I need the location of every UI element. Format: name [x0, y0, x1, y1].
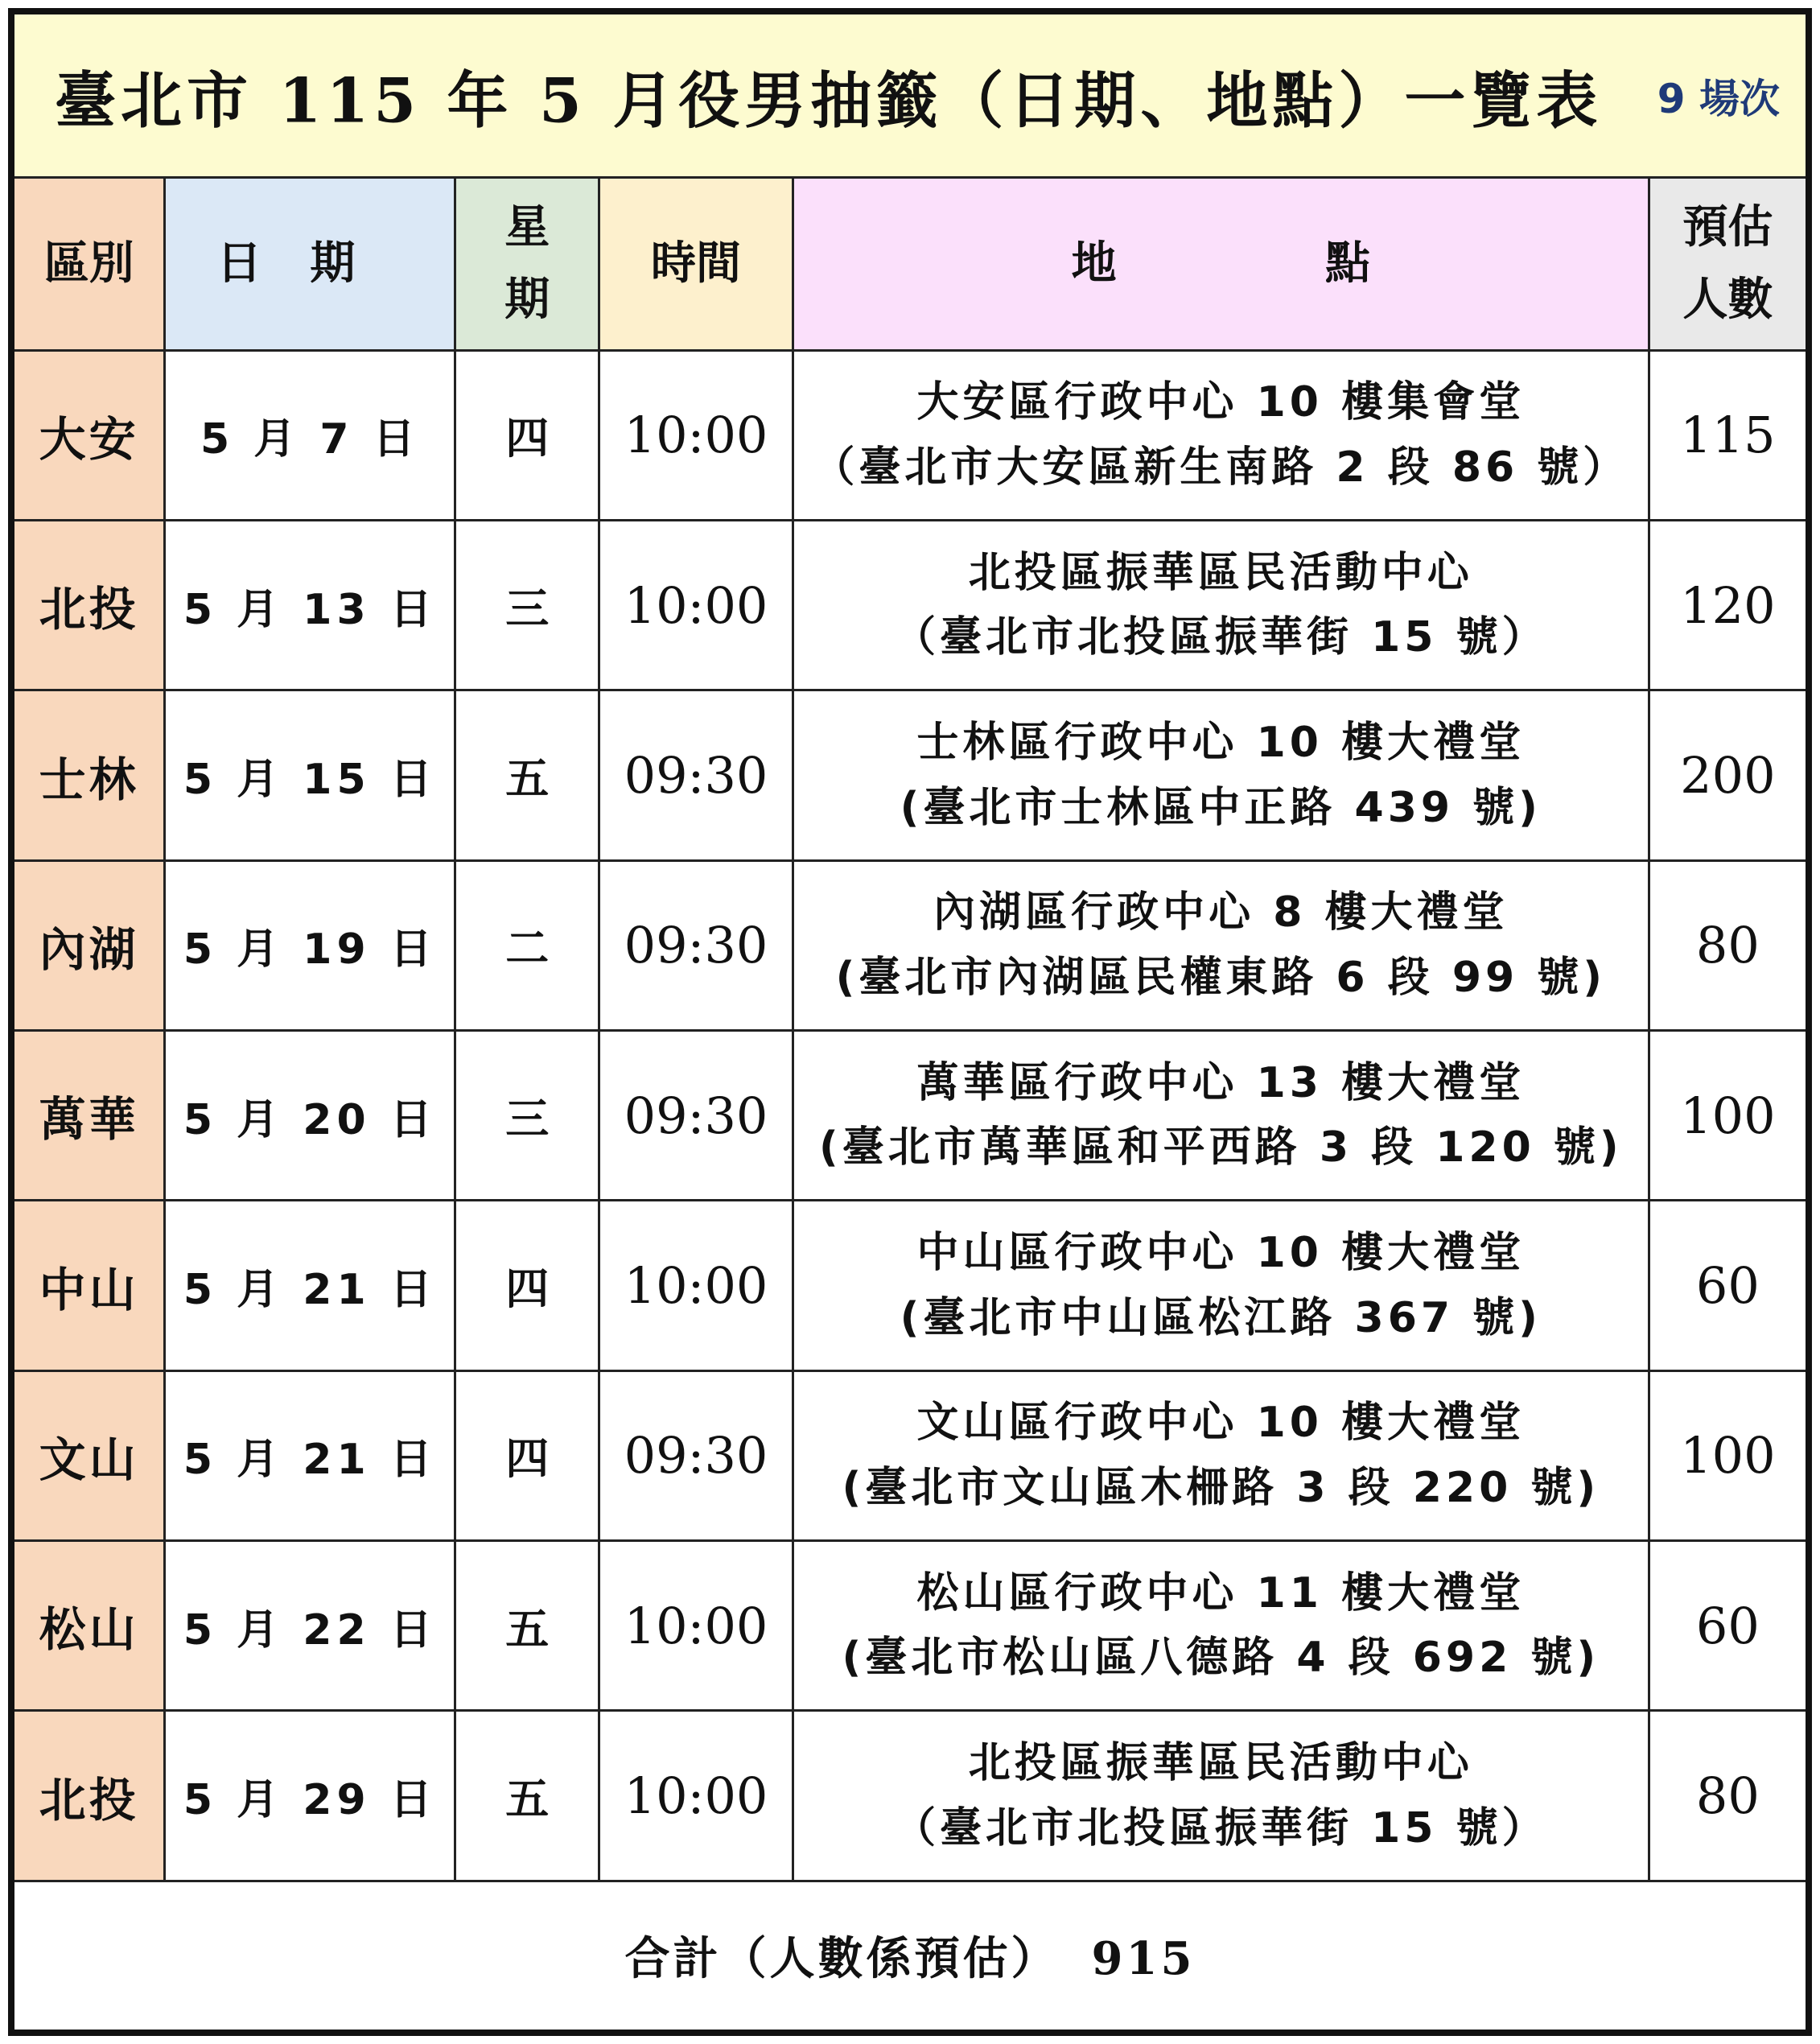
- location-cell: [793, 1370, 1649, 1540]
- venue-name: 士林區行政中心 10 樓大禮堂: [916, 718, 1526, 767]
- table-row: [11, 690, 1809, 860]
- date-cell: 5 月 21 日: [165, 1201, 455, 1370]
- district-cell: 文山: [11, 1370, 165, 1540]
- date-cell: 5 月 19 日: [165, 860, 455, 1030]
- count-cell: 60: [1649, 1201, 1809, 1370]
- total-row: [11, 1881, 1809, 2033]
- time-cell: 10:00: [599, 1541, 793, 1711]
- district-cell: 萬華: [11, 1031, 165, 1201]
- district-cell: 松山: [11, 1541, 165, 1711]
- date-cell: 5 月 13 日: [165, 521, 455, 690]
- count-cell: 200: [1649, 690, 1809, 860]
- schedule-table: [8, 8, 1812, 2036]
- count-cell: 60: [1649, 1541, 1809, 1711]
- venue-address: (臺北市文山區木柵路 3 段 220 號): [842, 1463, 1600, 1512]
- district-cell: 內湖: [11, 860, 165, 1030]
- count-cell: 120: [1649, 521, 1809, 690]
- header-date: 日期: [165, 178, 455, 350]
- weekday-cell: 五: [455, 1541, 599, 1711]
- header-district: 區別: [11, 178, 165, 350]
- venue-name: 北投區振華區民活動中心: [968, 1739, 1473, 1787]
- location-cell: [793, 1711, 1649, 1881]
- time-cell: 09:30: [599, 860, 793, 1030]
- weekday-cell: 五: [455, 690, 599, 860]
- count-cell: 80: [1649, 860, 1809, 1030]
- location-cell: [793, 350, 1649, 520]
- count-cell: 100: [1649, 1031, 1809, 1201]
- time-cell: 09:30: [599, 1031, 793, 1201]
- district-cell: 大安: [11, 350, 165, 520]
- venue-address: (臺北市士林區中正路 439 號): [900, 783, 1542, 832]
- header-weekday: 星 期: [455, 178, 599, 350]
- count-cell: 80: [1649, 1711, 1809, 1881]
- time-cell: 09:30: [599, 1370, 793, 1540]
- title-row: [11, 11, 1809, 178]
- table-row: [11, 350, 1809, 520]
- header-time: 時間: [599, 178, 793, 350]
- table-row: [11, 1711, 1809, 1881]
- count-cell: 100: [1649, 1370, 1809, 1540]
- district-cell: 士林: [11, 690, 165, 860]
- date-cell: 5 月 22 日: [165, 1541, 455, 1711]
- district-cell: 北投: [11, 1711, 165, 1881]
- venue-address: (臺北市萬華區和平西路 3 段 120 號): [818, 1123, 1623, 1172]
- table-row: [11, 1031, 1809, 1201]
- venue-name: 大安區行政中心 10 樓集會堂: [916, 378, 1526, 427]
- schedule-sheet: [8, 8, 1812, 2036]
- venue-name: 文山區行政中心 10 樓大禮堂: [916, 1399, 1526, 1448]
- location-cell: [793, 521, 1649, 690]
- total-cell: [11, 1881, 1809, 2033]
- venue-address: (臺北市松山區八德路 4 段 692 號): [842, 1634, 1600, 1683]
- venue-name: 北投區振華區民活動中心: [968, 548, 1473, 597]
- venue-address: （臺北市北投區振華街 15 號）: [894, 613, 1548, 662]
- venue-name: 萬華區行政中心 13 樓大禮堂: [916, 1058, 1526, 1107]
- title-cell: [11, 11, 1809, 178]
- table-row: [11, 1370, 1809, 1540]
- header-count: 預估 人數: [1649, 178, 1809, 350]
- page-title: 臺北市 115 年 5 月役男抽籤（日期、地點）一覽表: [55, 64, 1603, 137]
- date-cell: 5 月 15 日: [165, 690, 455, 860]
- weekday-cell: 五: [455, 1711, 599, 1881]
- venue-name: 中山區行政中心 10 樓大禮堂: [916, 1228, 1526, 1277]
- date-cell: 5 月 21 日: [165, 1370, 455, 1540]
- weekday-cell: 二: [455, 860, 599, 1030]
- table-row: [11, 860, 1809, 1030]
- location-cell: [793, 860, 1649, 1030]
- date-cell: 5 月 20 日: [165, 1031, 455, 1201]
- weekday-cell: 四: [455, 1201, 599, 1370]
- location-cell: [793, 1201, 1649, 1370]
- venue-address: （臺北市大安區新生南路 2 段 86 號）: [813, 443, 1629, 492]
- venue-address: (臺北市中山區松江路 367 號): [900, 1293, 1542, 1342]
- location-cell: [793, 1031, 1649, 1201]
- district-cell: 北投: [11, 521, 165, 690]
- table-row: [11, 1541, 1809, 1711]
- location-cell: [793, 690, 1649, 860]
- session-count: 9 場次: [1657, 75, 1780, 122]
- time-cell: 09:30: [599, 690, 793, 860]
- header-location: 地 點: [793, 178, 1649, 350]
- table-row: [11, 521, 1809, 690]
- count-cell: 115: [1649, 350, 1809, 520]
- venue-name: 內湖區行政中心 8 樓大禮堂: [933, 888, 1509, 938]
- table-row: [11, 1201, 1809, 1370]
- venue-address: (臺北市內湖區民權東路 6 段 99 號): [835, 953, 1607, 1002]
- venue-address: （臺北市北投區振華街 15 號）: [894, 1803, 1548, 1852]
- venue-name: 松山區行政中心 11 樓大禮堂: [916, 1568, 1526, 1617]
- total-label: 合計（人數係預估）: [624, 1933, 1060, 1986]
- header-row: [11, 178, 1809, 350]
- date-cell: 5 月 29 日: [165, 1711, 455, 1881]
- location-cell: [793, 1541, 1649, 1711]
- time-cell: 10:00: [599, 350, 793, 520]
- weekday-cell: 三: [455, 1031, 599, 1201]
- weekday-cell: 三: [455, 521, 599, 690]
- date-cell: 5 月 7 日: [165, 350, 455, 520]
- time-cell: 10:00: [599, 1711, 793, 1881]
- time-cell: 10:00: [599, 1201, 793, 1370]
- weekday-cell: 四: [455, 350, 599, 520]
- total-value: 915: [1091, 1932, 1196, 1986]
- district-cell: 中山: [11, 1201, 165, 1370]
- time-cell: 10:00: [599, 521, 793, 690]
- weekday-cell: 四: [455, 1370, 599, 1540]
